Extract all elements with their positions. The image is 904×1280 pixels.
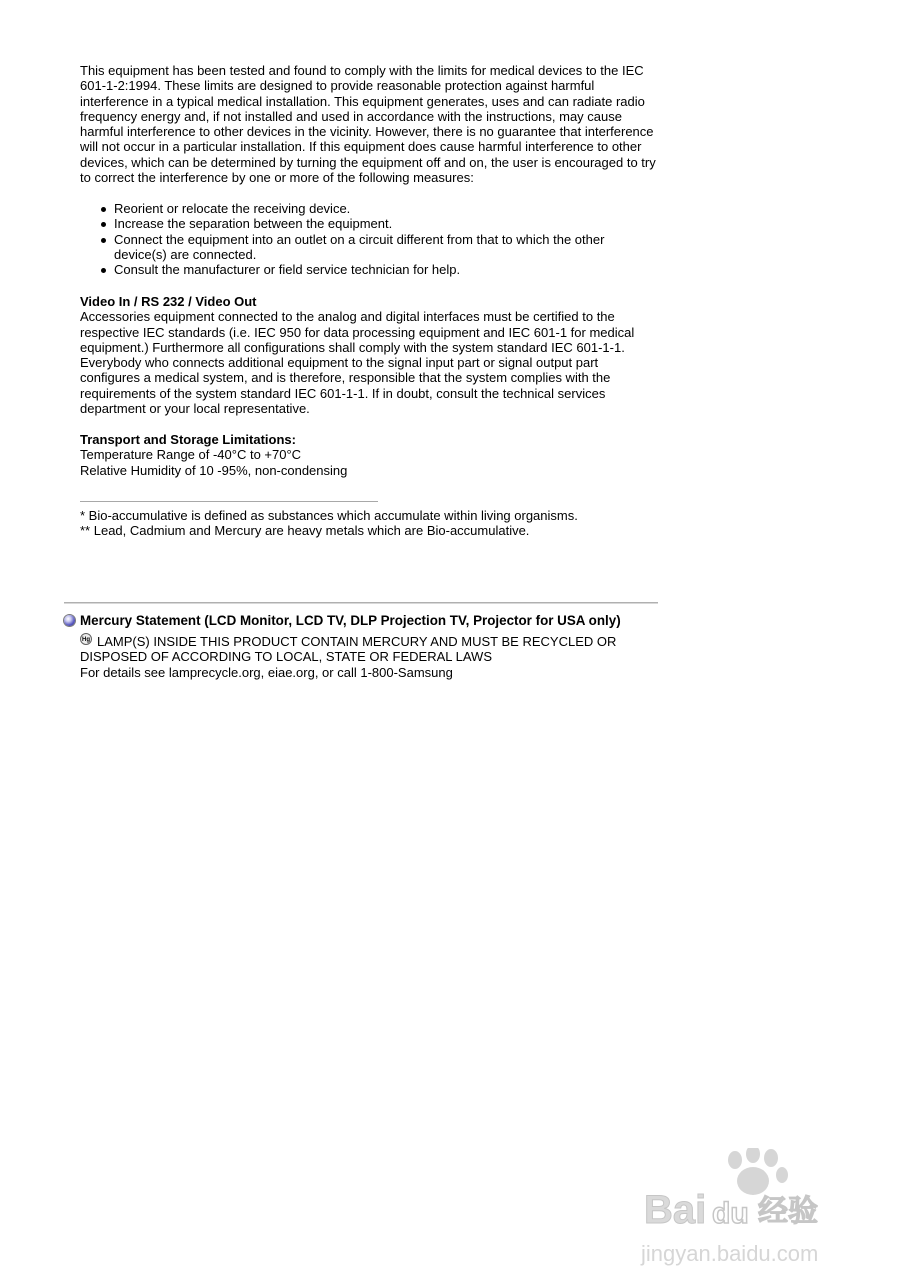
transport-section xyxy=(80,432,660,478)
list-item: Increase the separation between the equipment. xyxy=(80,216,660,231)
measures-list xyxy=(80,201,660,277)
footnote-bio-accumulative: * Bio-accumulative is defined as substances which accumulate within living organisms. xyxy=(80,508,578,523)
temperature-range: Temperature Range of -40°C to +70°C xyxy=(80,447,302,463)
mercury-statement-body xyxy=(80,634,660,680)
mercury-warning-line-2: DISPOSED OF ACCORDING TO LOCAL, STATE OR FEDERAL LAWS xyxy=(80,649,492,665)
hg-mercury-icon: Hg xyxy=(80,633,92,645)
svg-text:du: du xyxy=(712,1197,749,1230)
list-item: Consult the manufacturer or field service technician for help. xyxy=(80,262,660,277)
video-section xyxy=(80,294,660,416)
list-item: Connect the equipment into an outlet on a circuit different from that to which the other device(s) are connected. xyxy=(80,232,660,263)
svg-text:经验: 经验 xyxy=(758,1194,818,1229)
intro-paragraph: This equipment has been tested and found to comply with the limits for medical devices to the IEC 601-1-2:1994. These limits are designed to provide reasonable protection against harmful interference in a typical medical installation. This equipment generates, uses and can radiate radio frequency energy and, if not installed and used in accordance with the instructions, may cause harmful interference to other devices in the vicinity. However, there is no guarantee that interference will not occur in a particular installation. If this equipment does cause harmful interference to other devices, which can be determined by turning the equipment off and on, the user is encouraged to try to correct the interference by one or more of the following measures: xyxy=(80,63,656,186)
footnote-heavy-metals: ** Lead, Cadmium and Mercury are heavy metals which are Bio-accumulative. xyxy=(80,523,530,539)
video-section-body: Accessories equipment connected to the analog and digital interfaces must be certified to the respective IEC standards (i.e. IEC 950 for data processing equipment and IEC 601-1 for medical equipment.) Furthermore all configurations shall comply with the system standard IEC 601-1-1. Everybody who connects additional equipment to the signal input part or signal output part configures a medical system, and is therefore, responsible that the system complies with the requirements of the system standard IEC 601-1-1. If in doubt, consult the technical services department or your local representative. xyxy=(80,309,635,417)
paw-icon xyxy=(728,1148,788,1195)
intro-section xyxy=(80,63,660,185)
svg-text:Bai: Bai xyxy=(644,1188,707,1232)
mercury-warning-line-1: LAMP(S) INSIDE THIS PRODUCT CONTAIN MERCURY AND MUST BE RECYCLED OR xyxy=(97,634,617,649)
humidity-range: Relative Humidity of 10 -95%, non-condensing xyxy=(80,462,348,478)
baidu-jingyan-watermark-logo xyxy=(640,1148,855,1273)
mercury-details: For details see lamprecycle.org, eiae.org, or call 1-800-Samsung xyxy=(80,664,453,680)
svg-text:jingyan.baidu.com: jingyan.baidu.com xyxy=(641,1241,819,1266)
section-bullet-icon xyxy=(64,615,75,626)
transport-section-heading: Transport and Storage Limitations: xyxy=(80,432,296,447)
list-item: Reorient or relocate the receiving device. xyxy=(80,201,660,216)
section-divider xyxy=(64,602,658,604)
footnote-divider xyxy=(80,501,378,502)
footnotes xyxy=(80,508,660,539)
mercury-statement-title: Mercury Statement (LCD Monitor, LCD TV, DLP Projection TV, Projector for USA only) xyxy=(80,613,621,628)
video-section-heading: Video In / RS 232 / Video Out xyxy=(80,294,257,309)
